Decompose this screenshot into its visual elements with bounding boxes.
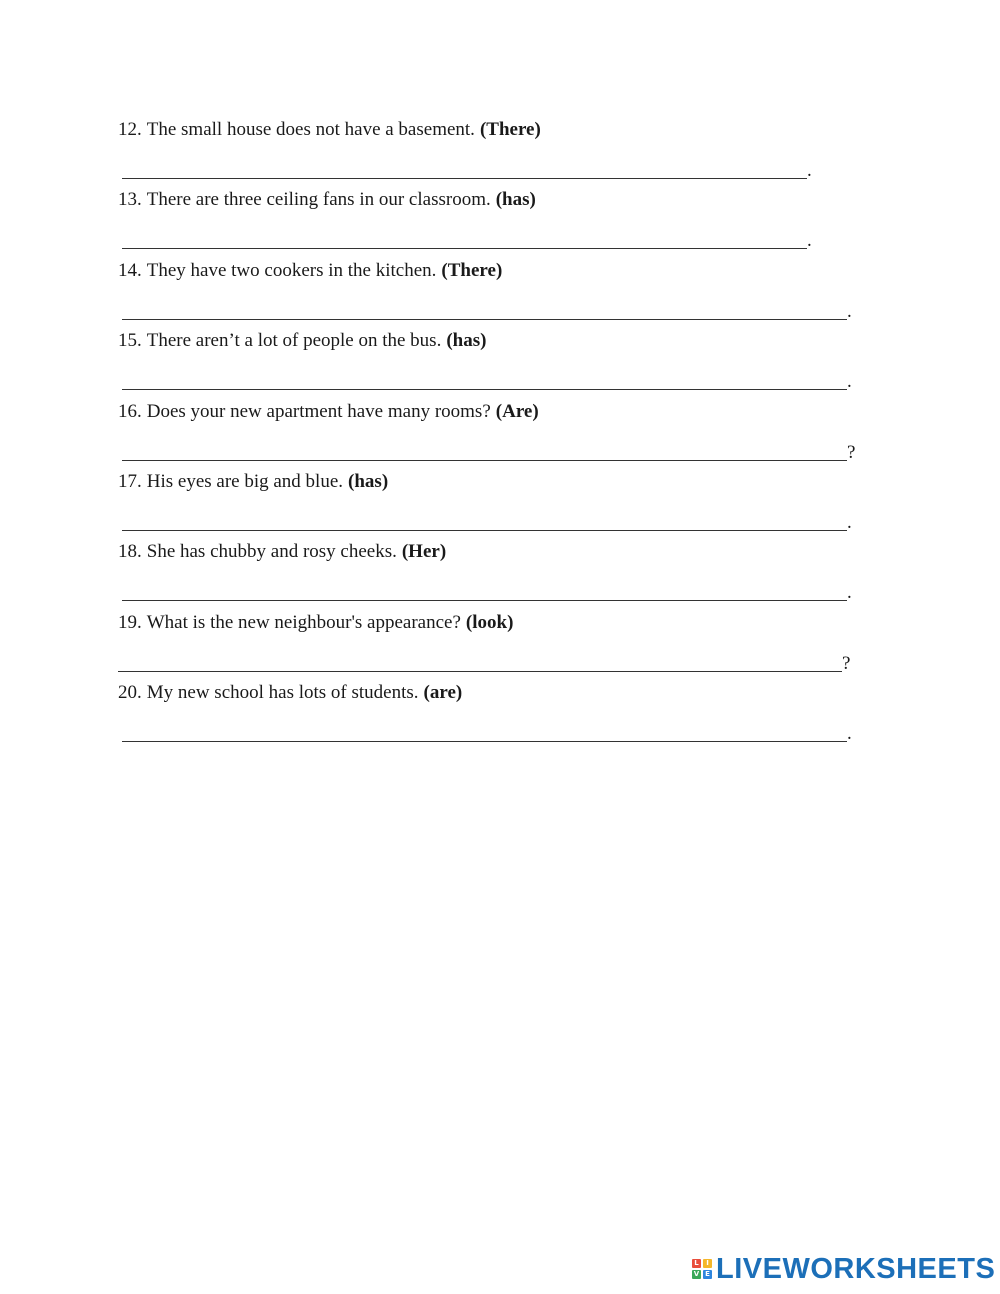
exercise-number: 19. — [118, 612, 142, 633]
end-mark: . — [847, 582, 852, 603]
answer-input-18[interactable] — [122, 579, 847, 601]
exercise-item-17 — [0, 470, 1000, 540]
exercise-prompt — [118, 188, 536, 212]
exercise-sentence: There aren’t a lot of people on the bus. — [146, 330, 442, 351]
exercise-sentence: They have two cookers in the kitchen. — [146, 260, 437, 281]
exercise-item-14 — [0, 259, 1000, 329]
end-mark: . — [807, 160, 812, 181]
answer-input-12[interactable] — [122, 157, 807, 179]
logo-block: E — [703, 1270, 712, 1279]
exercise-item-18 — [0, 540, 1000, 610]
exercise-prompt — [118, 611, 513, 635]
logo-block: L — [692, 1259, 701, 1268]
logo-block: V — [693, 1270, 700, 1278]
exercise-sentence: The small house does not have a basement. — [146, 119, 475, 140]
exercise-prompt — [118, 400, 539, 424]
exercise-sentence: Does your new apartment have many rooms? — [146, 401, 491, 422]
answer-input-13[interactable] — [122, 227, 807, 249]
logo-block: I — [703, 1259, 712, 1268]
end-mark: ? — [847, 442, 856, 463]
exercise-sentence: She has chubby and rosy cheeks. — [146, 541, 397, 562]
exercise-item-20 — [0, 681, 1000, 751]
exercise-prompt — [118, 470, 388, 494]
exercise-sentence: His eyes are big and blue. — [146, 471, 344, 492]
answer-input-14[interactable] — [122, 298, 847, 320]
exercise-item-16 — [0, 400, 1000, 470]
logo-text: LIVEWORKSHEETS — [716, 1253, 996, 1285]
answer-input-17[interactable] — [122, 509, 847, 531]
exercise-sentence: My new school has lots of students. — [146, 682, 419, 703]
exercise-cue: (has) — [348, 471, 389, 492]
exercise-sentence: There are three ceiling fans in our classroom. — [146, 189, 491, 210]
exercise-prompt — [118, 681, 462, 705]
exercise-item-12 — [0, 118, 1000, 188]
exercise-prompt — [118, 118, 541, 142]
exercise-number: 17. — [118, 471, 142, 492]
exercise-cue: (has) — [446, 330, 487, 351]
exercise-number: 14. — [118, 260, 142, 281]
exercise-prompt — [118, 540, 446, 564]
end-mark: . — [847, 371, 852, 392]
answer-input-20[interactable] — [122, 720, 847, 742]
answer-input-16[interactable] — [122, 439, 847, 461]
end-mark: . — [847, 512, 852, 533]
exercise-number: 20. — [118, 682, 142, 703]
exercise-sentence: What is the new neighbour's appearance? — [146, 612, 461, 633]
exercise-cue: (look) — [465, 612, 514, 633]
exercise-item-13 — [0, 188, 1000, 258]
exercise-cue: (has) — [495, 189, 536, 210]
exercise-number: 15. — [118, 330, 142, 351]
end-mark: . — [807, 230, 812, 251]
exercise-number: 12. — [118, 119, 142, 140]
exercise-prompt — [118, 259, 502, 283]
exercise-number: 18. — [118, 541, 142, 562]
exercise-item-19 — [0, 611, 1000, 681]
exercise-number: 13. — [118, 189, 142, 210]
exercise-prompt — [118, 329, 486, 353]
liveworksheets-logo — [692, 1252, 995, 1286]
end-mark: . — [847, 723, 852, 744]
end-mark: . — [847, 301, 852, 322]
logo-blocks-icon — [692, 1259, 712, 1279]
exercise-cue: (Are) — [495, 401, 539, 422]
exercise-cue: (There) — [441, 260, 503, 281]
exercise-cue: (There) — [479, 119, 541, 140]
answer-input-15[interactable] — [122, 368, 847, 390]
exercise-cue: (Her) — [401, 541, 447, 562]
exercise-item-15 — [0, 329, 1000, 399]
exercise-number: 16. — [118, 401, 142, 422]
answer-input-19[interactable] — [118, 650, 842, 672]
exercise-cue: (are) — [423, 682, 463, 703]
end-mark: ? — [842, 653, 851, 674]
